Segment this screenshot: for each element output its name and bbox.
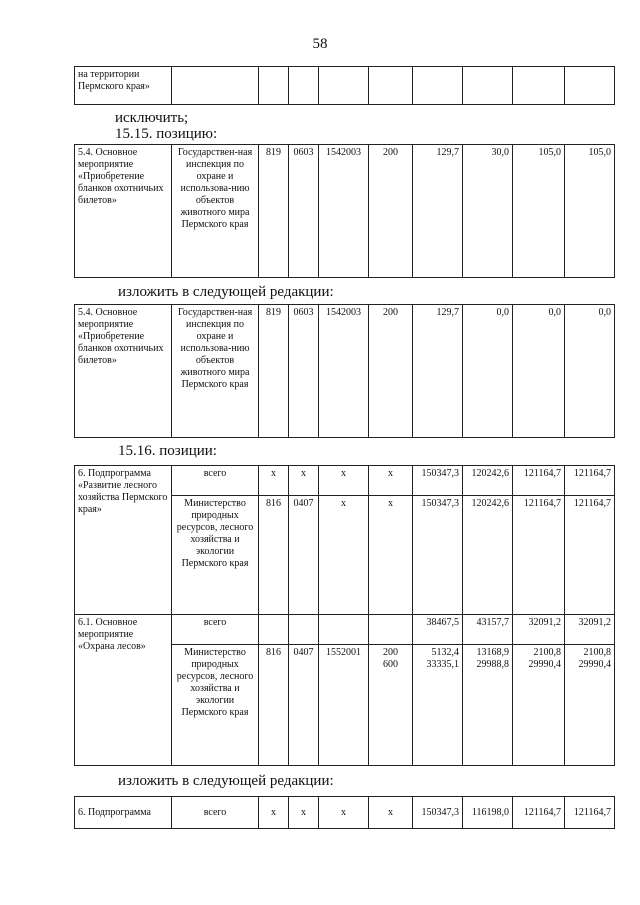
value-3: 105,0	[513, 145, 565, 278]
value-2: 116198,0	[463, 797, 513, 829]
activity-name: 5.4. Основное мероприятие «Приобретение бланков охотничьих билетов»	[75, 305, 172, 438]
value-3: 121164,7	[513, 466, 565, 496]
code-expense: 200	[369, 145, 413, 278]
value-2: 13168,9 29988,8	[463, 645, 513, 766]
value-1: 129,7	[413, 145, 463, 278]
code-section: х	[289, 466, 319, 496]
page-number: 58	[312, 36, 328, 52]
value-2: 43157,7	[463, 615, 513, 645]
value-2: 0,0	[463, 305, 513, 438]
value-4: 121164,7	[565, 797, 615, 829]
activity-name: 5.4. Основное мероприятие «Приобретение бланков охотничьих билетов»	[75, 145, 172, 278]
value-4: 105,0	[565, 145, 615, 278]
code-section: 0603	[289, 145, 319, 278]
value-2: 120242,6	[463, 496, 513, 615]
code-section: 0407	[289, 645, 319, 766]
table-5-4-new	[74, 304, 615, 438]
value-4: 0,0	[565, 305, 615, 438]
table-fragment-top	[74, 66, 615, 105]
program-name-cell: на территории Пермского края»	[75, 67, 172, 105]
code-expense: 200	[369, 305, 413, 438]
value-4: 2100,8 29990,4	[565, 645, 615, 766]
value-3: 32091,2	[513, 615, 565, 645]
value-4: 121164,7	[565, 496, 615, 615]
code-ministry: 816	[259, 496, 289, 615]
table-program-6-new	[74, 796, 615, 829]
value-1: 5132,4 33335,1	[413, 645, 463, 766]
value-4: 121164,7	[565, 466, 615, 496]
code-ministry: 819	[259, 305, 289, 438]
item-15-16-title: 15.16. позиции:	[118, 443, 217, 459]
value-4: 32091,2	[565, 615, 615, 645]
value-1: 150347,3	[413, 496, 463, 615]
value-2: 30,0	[463, 145, 513, 278]
item-15-15-title: 15.15. позицию:	[115, 126, 218, 142]
code-section: 0407	[289, 496, 319, 615]
code-expense: х	[369, 797, 413, 829]
code-expense: х	[369, 496, 413, 615]
executor-name: Государствен-ная инспекция по охране и использова-нию объектов животного мира Пермского края	[172, 305, 259, 438]
value-1: 150347,3	[413, 466, 463, 496]
code-target: х	[319, 797, 369, 829]
executor-total: всего	[172, 466, 259, 496]
value-3: 121164,7	[513, 496, 565, 615]
value-3: 2100,8 29990,4	[513, 645, 565, 766]
program-name: 6. Подпрограмма	[75, 797, 172, 829]
executor-total: всего	[172, 615, 259, 645]
program-name: 6. Подпрограмма «Развитие лесного хозяйства Пермского края»	[75, 466, 172, 615]
code-ministry: х	[259, 797, 289, 829]
code-ministry: х	[259, 466, 289, 496]
code-expense: 200 600	[369, 645, 413, 766]
table-program-6-original	[74, 465, 615, 766]
executor-ministry: Министерство природных ресурсов, лесного хозяйства и экологии Пермского края	[172, 645, 259, 766]
executor-ministry: Министерство природных ресурсов, лесного хозяйства и экологии Пермского края	[172, 496, 259, 615]
code-target: х	[319, 496, 369, 615]
code-target: 1542003	[319, 305, 369, 438]
value-3: 121164,7	[513, 797, 565, 829]
exclude-text: исключить;	[115, 110, 189, 126]
code-ministry: 816	[259, 645, 289, 766]
edit-instruction-1: изложить в следующей редакции:	[118, 284, 334, 300]
code-target: х	[319, 466, 369, 496]
executor-name: Государствен-ная инспекция по охране и использова-нию объектов животного мира Пермского края	[172, 145, 259, 278]
code-target: 1542003	[319, 145, 369, 278]
activity-name: 6.1. Основное мероприятие «Охрана лесов»	[75, 615, 172, 766]
value-1: 38467,5	[413, 615, 463, 645]
code-expense: х	[369, 466, 413, 496]
code-section: 0603	[289, 305, 319, 438]
code-ministry: 819	[259, 145, 289, 278]
value-1: 150347,3	[413, 797, 463, 829]
code-section: х	[289, 797, 319, 829]
executor-total: всего	[172, 797, 259, 829]
value-1: 129,7	[413, 305, 463, 438]
table-5-4-original	[74, 144, 615, 278]
value-3: 0,0	[513, 305, 565, 438]
edit-instruction-2: изложить в следующей редакции:	[118, 773, 334, 789]
value-2: 120242,6	[463, 466, 513, 496]
code-target: 1552001	[319, 645, 369, 766]
